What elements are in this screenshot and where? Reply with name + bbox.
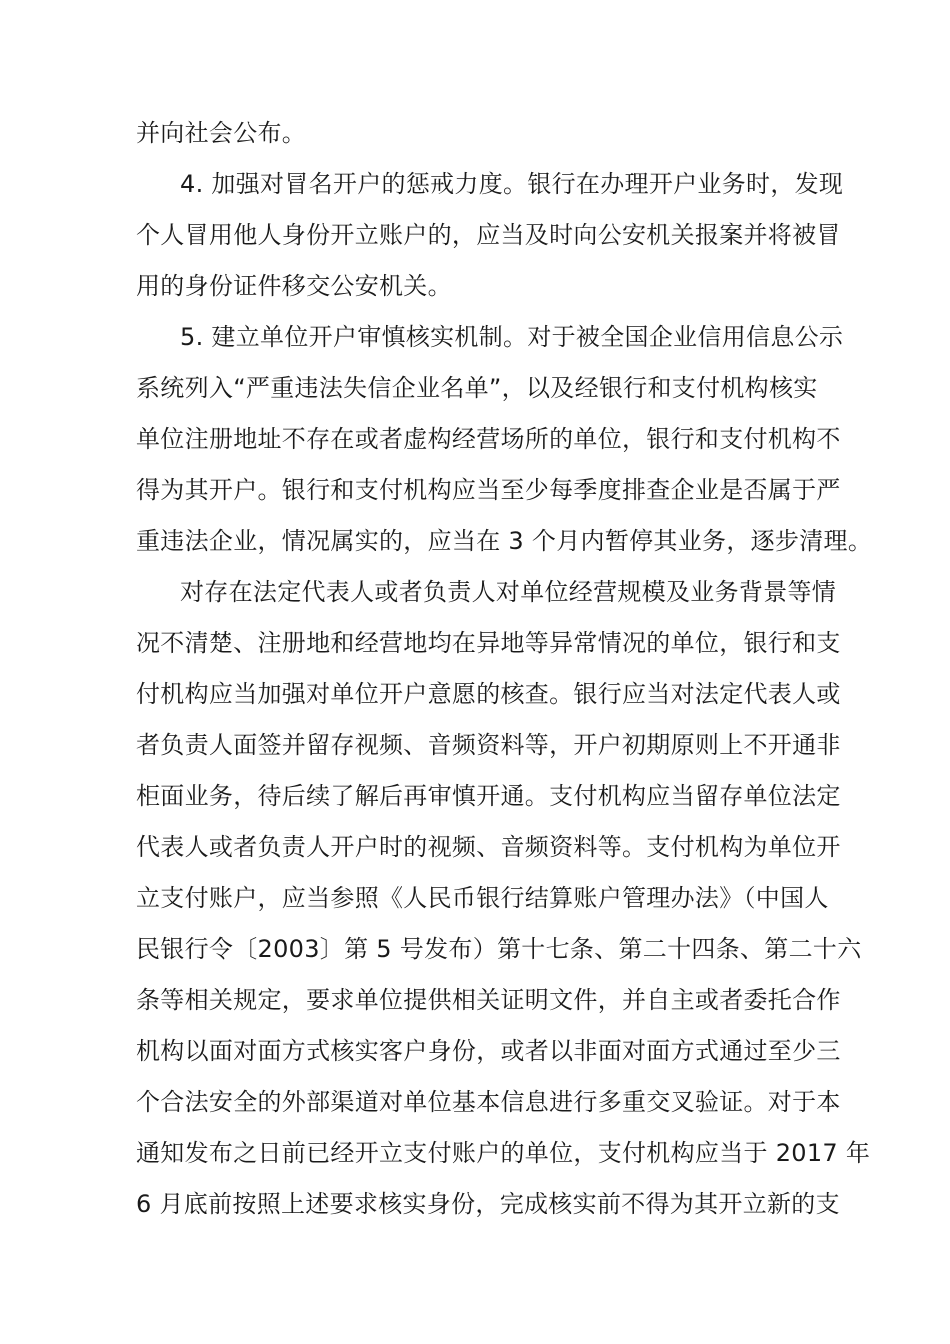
text-line: 柜面业务，待后续了解后再审慎开通。支付机构应当留存单位法定 bbox=[136, 782, 841, 810]
document-body bbox=[136, 108, 873, 1230]
text-line: 重违法企业，情况属实的，应当在 3 个月内暂停其业务，逐步清理。 bbox=[136, 527, 873, 555]
text-line: 个人冒用他人身份开立账户的，应当及时向公安机关报案并将被冒 bbox=[136, 221, 841, 249]
text-line: 用的身份证件移交公安机关。 bbox=[136, 272, 452, 300]
text-line: 对存在法定代表人或者负责人对单位经营规模及业务背景等情 bbox=[180, 578, 837, 606]
text-line: 5. 建立单位开户审慎核实机制。对于被全国企业信用信息公示 bbox=[180, 323, 844, 351]
text-line: 并向社会公布。 bbox=[136, 119, 307, 147]
text-line: 单位注册地址不存在或者虚构经营场所的单位，银行和支付机构不 bbox=[136, 425, 841, 453]
text-line: 民银行令〔2003〕第 5 号发布）第十七条、第二十四条、第二十六 bbox=[136, 935, 862, 963]
text-line: 付机构应当加强对单位开户意愿的核查。银行应当对法定代表人或 bbox=[136, 680, 841, 708]
text-line: 条等相关规定，要求单位提供相关证明文件，并自主或者委托合作 bbox=[136, 986, 841, 1014]
text-line: 况不清楚、注册地和经营地均在异地等异常情况的单位，银行和支 bbox=[136, 629, 841, 657]
text-line: 个合法安全的外部渠道对单位基本信息进行多重交叉验证。对于本 bbox=[136, 1088, 841, 1116]
text-line: 系统列入“严重违法失信企业名单”，以及经银行和支付机构核实 bbox=[136, 374, 818, 402]
text-line: 代表人或者负责人开户时的视频、音频资料等。支付机构为单位开 bbox=[136, 833, 841, 861]
text-line: 通知发布之日前已经开立支付账户的单位，支付机构应当于 2017 年 bbox=[136, 1139, 871, 1167]
text-line: 机构以面对面方式核实客户身份，或者以非面对面方式通过至少三 bbox=[136, 1037, 841, 1065]
text-line: 者负责人面签并留存视频、音频资料等，开户初期原则上不开通非 bbox=[136, 731, 841, 759]
text-line: 6 月底前按照上述要求核实身份，完成核实前不得为其开立新的支 bbox=[136, 1190, 840, 1218]
text-line: 立支付账户，应当参照《人民币银行结算账户管理办法》（中国人 bbox=[136, 884, 829, 912]
text-line: 得为其开户。银行和支付机构应当至少每季度排查企业是否属于严 bbox=[136, 476, 841, 504]
text-line: 4. 加强对冒名开户的惩戒力度。银行在办理开户业务时，发现 bbox=[180, 170, 844, 198]
